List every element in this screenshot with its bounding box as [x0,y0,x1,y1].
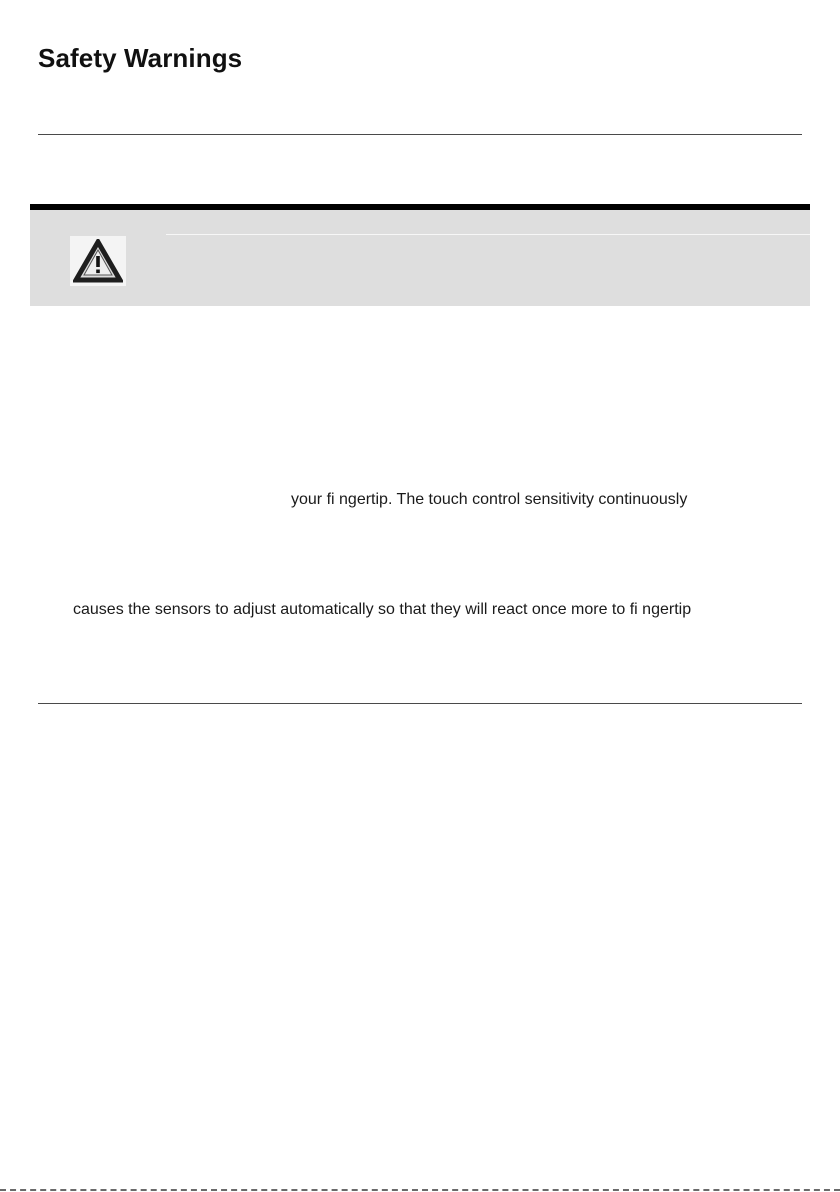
page-title: Safety Warnings [38,43,243,73]
body-text-line: causes the sensors to adjust automatically so that they will react once more to fi ngertip [73,601,692,618]
bottom-divider [38,703,802,704]
warning-banner-highlight [166,234,810,235]
page-bottom-edge [0,1189,840,1191]
top-divider [38,134,802,135]
warning-banner [30,204,810,306]
body-text-line: your fi ngertip. The touch control sensitivity continuously [291,491,688,508]
warning-triangle-icon [70,236,126,286]
